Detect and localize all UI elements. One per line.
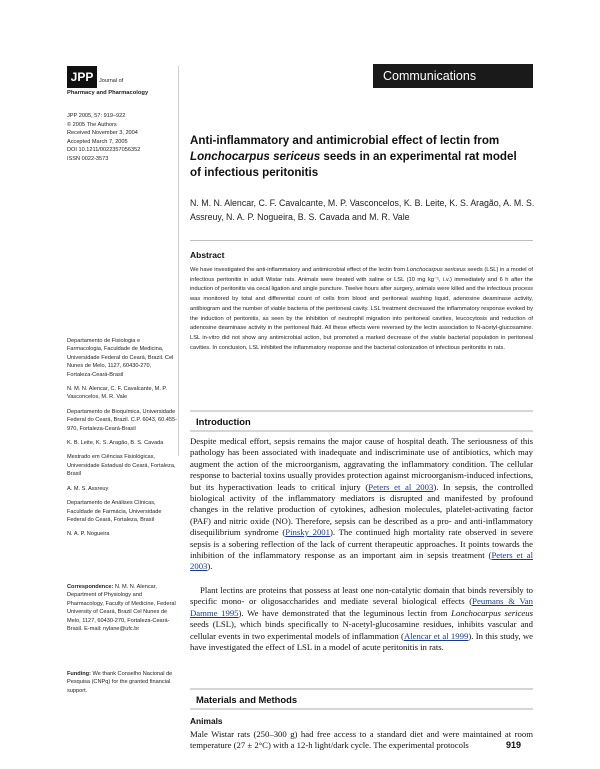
abstract-species: Lonchocarpus sericeus: [406, 267, 466, 273]
affiliation-names: K. B. Leite, K. S. Aragão, B. S. Cavada: [67, 440, 164, 447]
meta-doi: DOI 10.1211/0022357056352: [67, 147, 141, 154]
text-run: ). We have demonstrated that the leguminous lectin from: [238, 607, 452, 618]
correspondence: [67, 583, 177, 633]
section-tab: Communications: [373, 64, 533, 88]
intro-paragraph-1: [190, 436, 533, 573]
meta-received: Received November 3, 2004: [67, 130, 138, 137]
funding: [67, 670, 177, 695]
meta-accepted: Accepted March 7, 2005: [67, 138, 128, 145]
text-run: seeds (LSL), which binds specifically to N-acetyl-glucosamine residues, inhibits vascular and cellular events in two experimental models of inflammation (: [190, 619, 533, 641]
section-title: Introduction: [196, 416, 251, 427]
citation-link[interactable]: Peters et al 2003: [368, 481, 434, 492]
column-divider: [178, 66, 179, 456]
logo-mark: JPP: [67, 66, 97, 88]
title-part-2: seeds in an experimental rat model of infectious peritonitis: [190, 149, 517, 179]
title-part-1: Anti-inflammatory and antimicrobial effect of lectin from: [190, 134, 500, 147]
funding-label: Funding:: [67, 671, 91, 677]
page-number: 919: [506, 740, 522, 750]
affiliation-names: N. M. N. Alencar, C. F. Cavalcante, M. P. Vasconcelos, M. R. Vale: [67, 386, 167, 401]
affiliation-dept: Mestrado em Ciências Fisiológicas, Universidade Estadual do Ceará, Fortaleza, Brasil: [67, 454, 176, 478]
text-run: ).: [207, 561, 213, 572]
abstract-heading: Abstract: [190, 250, 225, 260]
citation-link[interactable]: Pinsky 2001: [285, 527, 330, 538]
affiliation-dept: Departamento de Análises Clínicas, Faculdade de Farmácia, Universidade Federal do Ceará, Fortaleza, Brasil: [67, 500, 162, 523]
article-meta: [67, 112, 177, 164]
affiliation-names: A. M. S. Assreuy: [67, 485, 109, 492]
intro-paragraph-2: [190, 585, 533, 653]
logo-line-2: Pharmacy and Pharmacology: [67, 90, 149, 96]
text-run: ). In sepsis, the controlled biological activity of the inflammatory mediators is disrupted and manifested by profound changes in the relative production of cytokines, adhesion molecules, platelet-activating factor (PAF) and nitric oxide (NO). Therefore, sepsis can be described as a pro- and anti-inflammatory disequilibrium syndrome (: [190, 481, 533, 538]
affiliations: [67, 337, 177, 545]
meta-issn: ISSN 0022-3573: [67, 155, 109, 162]
affiliation-dept: Departamento de Bioquímica, Universidade Federal do Ceará, Brazil. C.P. 6043, 60.455-970, Fortaleza-Ceará-Brasil: [67, 408, 177, 432]
correspondence-label: Correspondence:: [67, 584, 114, 590]
abstract-part-1: We have investigated the anti-inflammatory and antimicrobial effect of the lectin from: [190, 267, 407, 273]
correspondence-text: N. M. N. Alencar, Department of Physiology and Pharmacology, Faculty of Medicine, Federal University of Ceará, Brazil Cel Nunes de Melo, 1127, 60430-270, Fortaleza-Ceará-Brasil. E-mail: nylane@ufc.br: [67, 584, 176, 633]
abstract-part-2: seeds (LSL) in a model of infectious peritonitis in adult Wistar rats. Animals were treated with saline or LSL (10 mg kg⁻¹, i.v.) immediately and 6 h after the induction of peritonitis via cecal ligation and single puncture. Twelve hours after surgery, animals were killed and the infectious process was monitored by total and differential count of cells from blood and peritoneal washing liquid, adenosine deaminase activity, antibiogram and the number of viable bacteria of the peritoneal cavity. LSL treatment decreased the inflammatory response evoked by the induction of peritonitis, as seen by the inhibition of neutrophil migration into peritoneal cavities, leucocytosis and reduction of adenosine deaminase activity in the peritoneal fluid. All these effects were reversed by the lectin association to N-acetyl-glucosamine. LSL in-vitro did not show any antimicrobial action, but promoted a marked decrease of the viable bacterial population in peritoneal cavities. In conclusion, LSL inhibited the inflammatory response and the bacterial colonization of infectious peritonitis in rats.: [190, 267, 533, 351]
citation-link[interactable]: Peters et al 2003: [190, 550, 533, 572]
funding-text: We thank Conselho Nacional de Pesquisa (CNPq) for the granted financial support.: [67, 671, 173, 694]
meta-citation: JPP 2005, 57: 919–922: [67, 113, 126, 119]
section-heading-introduction: [190, 410, 533, 432]
section-heading-methods: [190, 688, 533, 710]
subsection-heading-animals: Animals: [190, 716, 223, 726]
title-species: Lonchocarpus sericeus: [190, 149, 321, 163]
journal-logo: [67, 66, 187, 106]
text-run: ). The continued high mortality rate observed in severe sepsis is a sobering reflection of the lack of current therapeutic approaches. It points towards the inhibition of the inflammatory response as an important aim in sepsis treatment (: [190, 527, 533, 561]
logo-line-1: Journal of: [99, 78, 124, 84]
abstract-text: [190, 266, 533, 353]
divider: [190, 240, 533, 241]
text-run: ). In this study, we have investigated the effect of LSL in a model of acute peritonitis in rats.: [190, 630, 533, 653]
citation-link[interactable]: Peumans & Van Damme 1995: [190, 596, 533, 618]
species-name: Lonchocarpus sericeus: [451, 607, 533, 618]
text-run: Plant lectins are proteins that possess at least one non-catalytic domain that binds reversibly to specific mono- or oligosaccharides and mediate several biological effects (: [190, 585, 533, 607]
citation-link[interactable]: Alencar et al 1999: [403, 630, 469, 641]
meta-copyright: © 2005 The Authors: [67, 121, 117, 128]
affiliation-dept: Departamento de Fisiologia e Farmacologia, Faculdade de Medicina, Universidade Federal do Ceará, Brazil. Cel Nunes de Melo, 1127, 60430-270, Fortaleza-Ceará-Brasil: [67, 338, 174, 378]
article-title: [190, 133, 530, 180]
section-title: Materials and Methods: [196, 694, 298, 705]
text-run: Despite medical effort, sepsis remains the major cause of hospital death. The seriousness of this pathology has been associated with inadequate and indiscriminate use of antibiotics, which may augment the action of the microorganism, aggravating the inflammatory condition. The cellular response to bacterial toxins usually provides protection against microorganism-induced infections, but its hyperactivation leads to critical injury (: [190, 436, 533, 492]
author-list: N. M. N. Alencar, C. F. Cavalcante, M. P. Vasconcelos, K. B. Leite, K. S. Aragão, A. M. S. Assreuy, N. A. P. Nogueira, B. S. Cavada and M. R. Vale: [190, 198, 535, 222]
methods-paragraph-1: Male Wistar rats (250–300 g) had free access to a standard diet and were maintained at room temperature (27 ± 2°C) with a 12-h light/dark cycle. The experimental protocols: [190, 729, 533, 751]
affiliation-names: N. A. P. Nogueira: [67, 531, 110, 538]
